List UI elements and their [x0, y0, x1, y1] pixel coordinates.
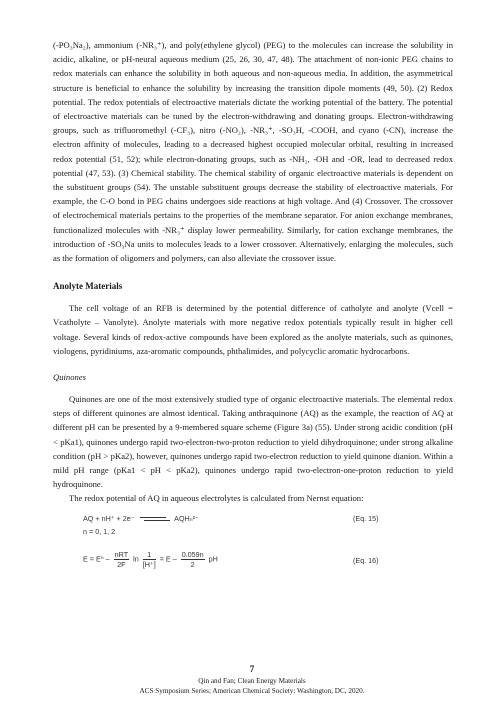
- eq16-fraction-059: $\frac{0.059n}{2}$: [181, 549, 204, 569]
- eq15-product: AQHₙ²⁻: [174, 513, 199, 523]
- page-body: [53, 38, 453, 586]
- citation-line-2: ACS Symposium Series; American Chemical Society: Washington, DC, 2020.: [139, 687, 365, 695]
- equilibrium-arrow-icon: [140, 516, 170, 522]
- page-number: 7: [249, 664, 255, 674]
- eq16-ln: ln: [133, 554, 139, 564]
- eq15-label: (Eq. 15): [353, 513, 379, 523]
- equation-15: [83, 514, 199, 523]
- paragraph-solubility-redox: (-PO₃Na₂), ammonium (-NR₃⁺), and poly(ethylene glycol) (PEG) to the molecules can increase the solubility in acidic, alkaline, or pH-neural aqueous medium (25, 26, 30, 47, 48). The attachment of non-ionic PEG chains to redox materials can enhance the solubility in both aqueous and non-aqueous media. In addition, the asymmetrical structure is beneficial to enhance the solubility by increasing the transition dipole moments (49, 50). (2) Redox potential. The redox potentials of electroactive materials dictate the working potential of the battery. The potential of electroactive materials can be tuned by the electron-withdrawing and donating groups. Electron-withdrawing groups, such as trifluoromethyl (-CF₃), nitro (-NO₂), -NR₃⁺, -SO₃H, -COOH, and cyano (-CN), increase the electron affinity of molecules, leading to a decreased highest occupied molecular orbital, resulting in increased redox potential (51, 52); while electron-donating groups, such as -NH₂, -OH and -OR, lead to decreased redox potential (47, 53). (3) Chemical stability. The chemical stability of organic electroactive materials is dependent on the substituent groups (54). The unstable substituent groups decrease the stability of electroactive materials. For example, the C-O bond in PEG chains undergoes side reactions at high voltage. And (4) Crossover. The crossover of electrochemical materials pertains to the properties of the membrane separator. For anion exchange membranes, functionalized molecules with -NR₃⁺ display lower permeability. Similarly, for cation exchange membranes, the introduction of -SO₃Na units to molecules leads to a lower crossover. Alternatively, enlarging the molecules, such as the formation of oligomers and polymers, can also alleviate the crossover issue.: [53, 40, 453, 264]
- eq15-reactants: AQ + nH⁺ + 2e⁻: [83, 513, 135, 523]
- paragraph-quinones: Quinones are one of the most extensively studied type of organic electroactive materials. The elemental redox steps of different quinones are almost identical. Taking anthraquinone (AQ) as the example, the reaction of AQ at different pH can be presented by a 9-membered square scheme (Figure 3a) (55). Under strong acidic condition (pH < pKa1), quinones undergo rapid two-electron-two-proton reduction to yield dihydroquinone; under strong alkaline condition (pH > pKa2), however, quinones undergo rapid two-electron reduction to yield quinone dianion. Within a mild pH range (pKa1 < pH < pKa2), quinones undergo rapid two-electron-one-proton reduction to yield hydroquinone.: [53, 394, 453, 490]
- n-values: n = 0, 1, 2: [83, 526, 116, 536]
- heading-quinones: Quinones: [53, 372, 86, 383]
- paragraph-nernst-intro: The redox potential of AQ in aqueous electrolytes is calculated from Nernst equation:: [69, 493, 364, 504]
- equation-block: [53, 510, 453, 586]
- heading-anolyte-materials: Anolyte Materials: [53, 281, 123, 292]
- eq16-fraction-rt: $\frac{\text{nRT}}{2F}$: [114, 549, 129, 569]
- eq16-lhs: E = E⁰ –: [83, 554, 110, 564]
- equation-16: [83, 550, 218, 569]
- paragraph-anolyte: The cell voltage of an RFB is determined by the potential difference of catholyte and anolyte (Vcell = Vcatholyte – Vanolyte). Anolyte materials with more negative redox potentials typically result in higher cell voltage. Several kinds of redox-active compounds have been explored as the anolyte materials, such as quinones, viologens, pyridiniums, aza-aromatic compounds, phthalimides, and polycyclic aromatic hydrocarbons.: [53, 303, 453, 356]
- citation-line-1: Qin and Fan; Clean Energy Materials: [198, 677, 306, 685]
- eq16-mid: = E –: [159, 554, 177, 564]
- eq16-ph: pH: [208, 554, 218, 564]
- eq16-fraction-h: $\frac{1}{[H^+]}$: [142, 549, 156, 569]
- eq16-label: (Eq. 16): [353, 555, 379, 565]
